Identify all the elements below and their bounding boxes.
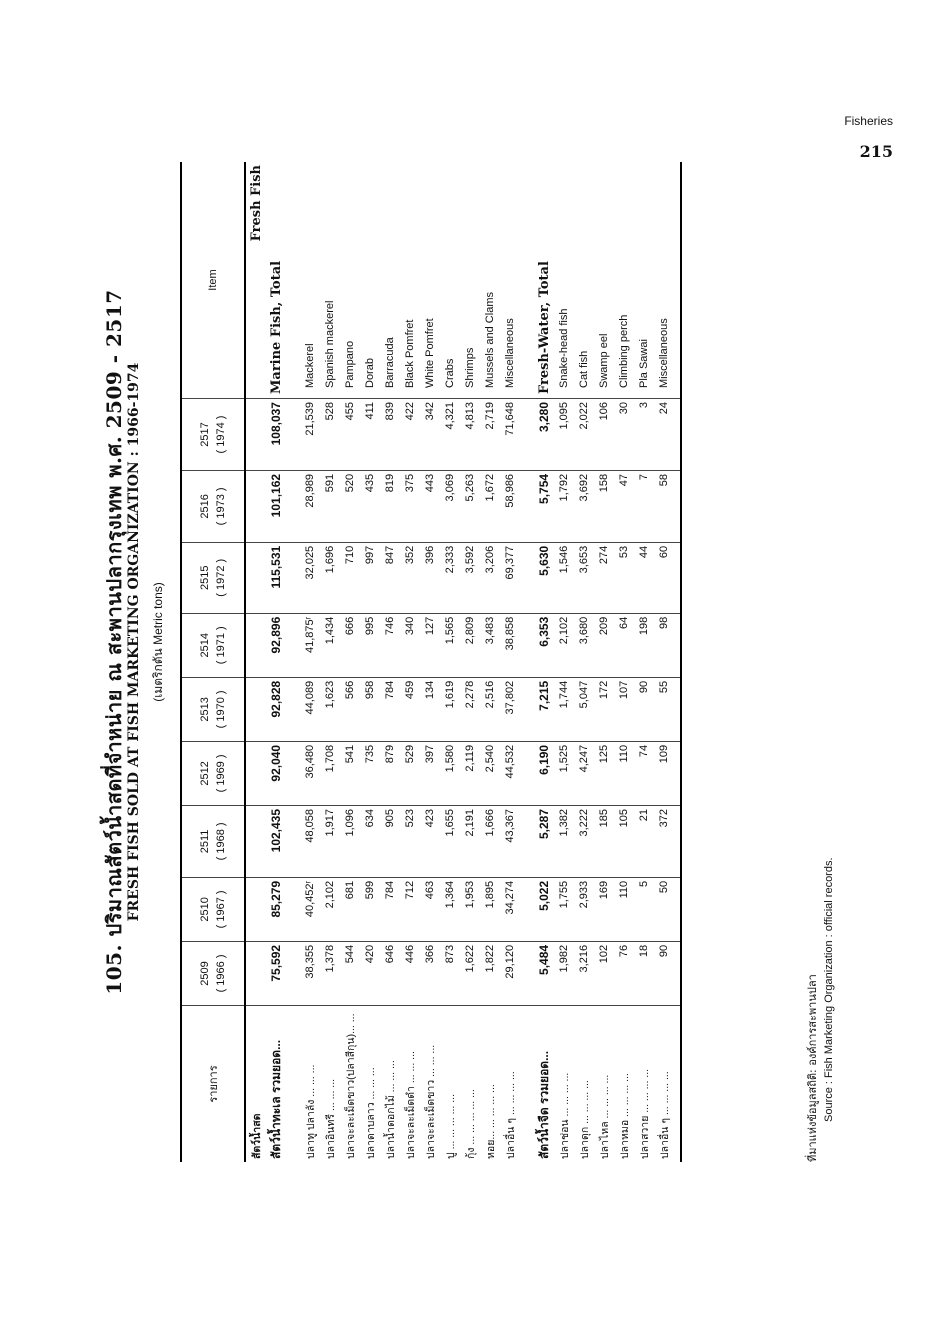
value-cell: 520 [340, 470, 360, 542]
value-cell: 102,435 [266, 805, 286, 877]
value-cell: 1,822 [480, 941, 500, 1005]
value-cell: 92,828 [266, 677, 286, 741]
value-cell [245, 877, 266, 941]
value-cell [245, 542, 266, 613]
row-label-thai: กุ้ง ... ... ... ... ... [464, 1089, 477, 1159]
value-cell: 105 [614, 805, 634, 877]
table-row [534, 162, 554, 1162]
table-row [520, 162, 534, 1162]
row-label-english: Dorab [360, 162, 380, 399]
row-label-english [286, 162, 300, 399]
table-row [500, 162, 520, 1162]
row-label-english: Pla Sawai [634, 162, 654, 399]
value-cell: 646 [380, 941, 400, 1005]
table-row [614, 162, 634, 1162]
value-cell: 3,680 [574, 613, 594, 677]
value-cell: 5 [634, 877, 654, 941]
value-cell: 443 [420, 470, 440, 542]
table-row [360, 162, 380, 1162]
value-cell: 106 [594, 399, 614, 471]
value-cell: 366 [420, 941, 440, 1005]
value-cell: 3 [634, 399, 654, 471]
value-cell: 459 [400, 677, 420, 741]
value-cell: 28,989 [300, 470, 320, 542]
value-cell: 127 [420, 613, 440, 677]
value-cell [245, 470, 266, 542]
value-cell: 342 [420, 399, 440, 471]
value-cell: 50 [654, 877, 681, 941]
value-cell: 1,619 [440, 677, 460, 741]
value-cell: 115,531 [266, 542, 286, 613]
value-cell: 3,280 [534, 399, 554, 471]
value-cell: 746 [380, 613, 400, 677]
row-label-thai: ปู ... ... ... ... ... [444, 1093, 457, 1159]
row-label-english: Fresh Fish [245, 162, 266, 399]
value-cell: 3,692 [574, 470, 594, 542]
value-cell: 3,206 [480, 542, 500, 613]
value-cell: 55 [654, 677, 681, 741]
value-cell: 274 [594, 542, 614, 613]
value-cell: 92,896 [266, 613, 286, 677]
value-cell: 38,355 [300, 941, 320, 1005]
value-cell [245, 941, 266, 1005]
value-cell: 735 [360, 741, 380, 805]
value-cell: 2,191 [460, 805, 480, 877]
row-label-english: Fresh-Water, Total [534, 162, 554, 399]
value-cell: 997 [360, 542, 380, 613]
item-en-header: Item [181, 162, 245, 399]
value-cell: 102 [594, 941, 614, 1005]
year-header: 2510 ( 1967 ) [181, 877, 245, 941]
value-cell: 125 [594, 741, 614, 805]
row-label-english: Mackerel [300, 162, 320, 399]
value-cell [520, 542, 534, 613]
row-label-thai: ปลาอินทรี ... ... ... [324, 1078, 337, 1159]
value-cell: 1,580 [440, 741, 460, 805]
value-cell: 101,162 [266, 470, 286, 542]
value-cell: 1,364 [440, 877, 460, 941]
value-cell [286, 399, 300, 471]
value-cell: 420 [360, 941, 380, 1005]
value-cell: 44,089 [300, 677, 320, 741]
table-row [634, 162, 654, 1162]
value-cell [286, 877, 300, 941]
value-cell: 591 [320, 470, 340, 542]
value-cell: 85,279 [266, 877, 286, 941]
value-cell: 1,895 [480, 877, 500, 941]
value-cell: 1,953 [460, 877, 480, 941]
value-cell: 523 [400, 805, 420, 877]
row-label-thai: สัตว์น้ำจืด รวมยอด... [536, 1050, 551, 1159]
value-cell: 422 [400, 399, 420, 471]
table-row [380, 162, 400, 1162]
value-cell: 2,022 [574, 399, 594, 471]
value-cell: 43,367 [500, 805, 520, 877]
value-cell [520, 741, 534, 805]
value-cell: 108,037 [266, 399, 286, 471]
value-cell: 372 [654, 805, 681, 877]
value-cell: 158 [594, 470, 614, 542]
value-cell: 784 [380, 677, 400, 741]
value-cell: 463 [420, 877, 440, 941]
value-cell: 5,287 [534, 805, 554, 877]
row-label-thai: ปลาทู ปลาลัง ... ... ... [304, 1064, 317, 1159]
year-header: 2513 ( 1970 ) [181, 677, 245, 741]
value-cell: 98 [654, 613, 681, 677]
source-english: Source : Fish Marketing Organization : official records. [823, 857, 835, 1122]
value-cell: 2,102 [554, 613, 574, 677]
value-cell: 32,025 [300, 542, 320, 613]
value-cell: 185 [594, 805, 614, 877]
value-cell: 53 [614, 542, 634, 613]
value-cell: 24 [654, 399, 681, 471]
value-cell [520, 677, 534, 741]
value-cell: 784 [380, 877, 400, 941]
year-header: 2515 ( 1972 ) [181, 542, 245, 613]
value-cell: 90 [654, 941, 681, 1005]
row-label-thai: ปลาช่อน ... ... ... ... [558, 1072, 571, 1159]
value-cell [286, 542, 300, 613]
value-cell: 21,539 [300, 399, 320, 471]
value-cell: 2,333 [440, 542, 460, 613]
value-cell: 1,525 [554, 741, 574, 805]
row-label-english: Cat fish [574, 162, 594, 399]
value-cell: 879 [380, 741, 400, 805]
value-cell: 352 [400, 542, 420, 613]
value-cell: 29,120 [500, 941, 520, 1005]
value-cell [286, 805, 300, 877]
value-cell: 2,719 [480, 399, 500, 471]
value-cell: 18 [634, 941, 654, 1005]
value-cell: 397 [420, 741, 440, 805]
value-cell: 36,480 [300, 741, 320, 805]
value-cell: 3,483 [480, 613, 500, 677]
row-label-thai: ปลาหมอ ... ... ... ... [618, 1073, 631, 1159]
table-row [480, 162, 500, 1162]
value-cell: 41,875ʳ [300, 613, 320, 677]
value-cell: 4,321 [440, 399, 460, 471]
data-table [180, 162, 682, 1162]
value-cell: 1,792 [554, 470, 574, 542]
table-row [654, 162, 681, 1162]
value-cell: 873 [440, 941, 460, 1005]
table-row [340, 162, 360, 1162]
value-cell: 4,247 [574, 741, 594, 805]
value-cell: 529 [400, 741, 420, 805]
value-cell: 5,022 [534, 877, 554, 941]
value-cell: 90 [634, 677, 654, 741]
value-cell: 74 [634, 741, 654, 805]
value-cell: 110 [614, 877, 634, 941]
value-cell [245, 613, 266, 677]
value-cell: 2,119 [460, 741, 480, 805]
year-header: 2511 ( 1968 ) [181, 805, 245, 877]
value-cell: 209 [594, 613, 614, 677]
item-th-header: รายการ [181, 1006, 245, 1163]
value-cell: 1,378 [320, 941, 340, 1005]
year-header: 2516 ( 1973 ) [181, 470, 245, 542]
value-cell: 110 [614, 741, 634, 805]
value-cell: 1,546 [554, 542, 574, 613]
value-cell: 528 [320, 399, 340, 471]
year-header: 2517 ( 1974 ) [181, 399, 245, 471]
value-cell: 681 [340, 877, 360, 941]
row-label-english: White Pomfret [420, 162, 440, 399]
value-cell: 958 [360, 677, 380, 741]
value-cell: 2,540 [480, 741, 500, 805]
row-label-english: Miscellaneous [654, 162, 681, 399]
value-cell: 544 [340, 941, 360, 1005]
value-cell [520, 470, 534, 542]
row-label-thai: ปลาไหล ... ... ... ... [598, 1074, 611, 1159]
value-cell [520, 399, 534, 471]
value-cell: 1,655 [440, 805, 460, 877]
value-cell: 1,755 [554, 877, 574, 941]
table-row [594, 162, 614, 1162]
value-cell [245, 741, 266, 805]
row-label-english: Climbing perch [614, 162, 634, 399]
value-cell: 47 [614, 470, 634, 542]
value-cell: 5,047 [574, 677, 594, 741]
row-label-thai: ปลาน้ำดอกไม้ ... ... ... [384, 1060, 397, 1159]
value-cell: 7 [634, 470, 654, 542]
value-cell [286, 470, 300, 542]
row-label-thai: ปลาจะละเม็ดขาว ... ... ... [424, 1044, 437, 1159]
value-cell: 40,452ʳ [300, 877, 320, 941]
value-cell: 71,648 [500, 399, 520, 471]
table-row [400, 162, 420, 1162]
value-cell: 411 [360, 399, 380, 471]
row-label-thai: ปลาจะละเม็ดขาว(ปลาสีกุน)... ... [344, 1013, 357, 1159]
value-cell: 58 [654, 470, 681, 542]
table-row [245, 162, 266, 1162]
value-cell: 1,434 [320, 613, 340, 677]
table-header-row [181, 162, 245, 1162]
row-label-thai: ปลาจะละเม็ดดำ ... ... ... [404, 1051, 417, 1159]
value-cell: 107 [614, 677, 634, 741]
value-cell: 1,744 [554, 677, 574, 741]
value-cell: 3,592 [460, 542, 480, 613]
value-cell: 995 [360, 613, 380, 677]
year-header: 2509 ( 1966 ) [181, 941, 245, 1005]
value-cell [520, 613, 534, 677]
value-cell: 3,216 [574, 941, 594, 1005]
value-cell: 2,809 [460, 613, 480, 677]
value-cell: 2,933 [574, 877, 594, 941]
value-cell: 340 [400, 613, 420, 677]
value-cell: 847 [380, 542, 400, 613]
value-cell: 172 [594, 677, 614, 741]
value-cell: 819 [380, 470, 400, 542]
table-row [266, 162, 286, 1162]
value-cell: 712 [400, 877, 420, 941]
value-cell: 48,058 [300, 805, 320, 877]
value-cell: 169 [594, 877, 614, 941]
value-cell: 2,278 [460, 677, 480, 741]
value-cell [286, 941, 300, 1005]
table-row [554, 162, 574, 1162]
value-cell: 3,069 [440, 470, 460, 542]
value-cell [286, 741, 300, 805]
unit-label: (เมตริกตัน Metric tons) [151, 582, 165, 702]
row-label-english: Mussels and Clams [480, 162, 500, 399]
source-thai: ที่มาแห่งข้อมูลสถิติ: องค์การสะพานปลา [806, 974, 819, 1162]
value-cell: 839 [380, 399, 400, 471]
table-row [420, 162, 440, 1162]
table-row [460, 162, 480, 1162]
value-cell: 21 [634, 805, 654, 877]
value-cell: 76 [614, 941, 634, 1005]
row-label-thai: ปลาอื่น ๆ ... ... ... ... [504, 1071, 517, 1159]
title-english: FRESH FISH SOLD AT FISH MARKETING ORGANIZATION : 1966-1974 [126, 362, 142, 922]
value-cell: 134 [420, 677, 440, 741]
value-cell: 1,623 [320, 677, 340, 741]
value-cell: 30 [614, 399, 634, 471]
value-cell [245, 399, 266, 471]
value-cell: 2,102 [320, 877, 340, 941]
value-cell: 3,222 [574, 805, 594, 877]
value-cell: 1,672 [480, 470, 500, 542]
row-label-thai: สัตว์น้ำสด [250, 1113, 263, 1159]
row-label-english: Snake-head fish [554, 162, 574, 399]
value-cell: 1,382 [554, 805, 574, 877]
row-label-thai [286, 1006, 300, 1163]
row-label-thai: ปลาอื่น ๆ ... ... ... ... [654, 1006, 681, 1163]
row-label-thai [520, 1006, 534, 1163]
row-label-english: Swamp eel [594, 162, 614, 399]
running-header: Fisheries [844, 114, 893, 128]
value-cell: 69,377 [500, 542, 520, 613]
value-cell: 566 [340, 677, 360, 741]
year-header: 2512 ( 1969 ) [181, 741, 245, 805]
value-cell: 3,653 [574, 542, 594, 613]
table-body [245, 162, 681, 1162]
value-cell [520, 941, 534, 1005]
value-cell: 5,263 [460, 470, 480, 542]
value-cell [286, 613, 300, 677]
value-cell: 1,565 [440, 613, 460, 677]
value-cell [520, 805, 534, 877]
value-cell: 435 [360, 470, 380, 542]
value-cell: 44 [634, 542, 654, 613]
value-cell: 7,215 [534, 677, 554, 741]
value-cell: 92,040 [266, 741, 286, 805]
row-label-english: Shrimps [460, 162, 480, 399]
value-cell: 446 [400, 941, 420, 1005]
table-row [300, 162, 320, 1162]
row-label-thai: ปลาดาบลาว ... ... ... [364, 1067, 377, 1159]
value-cell: 396 [420, 542, 440, 613]
value-cell: 6,353 [534, 613, 554, 677]
value-cell [245, 677, 266, 741]
value-cell: 5,630 [534, 542, 554, 613]
value-cell: 1,622 [460, 941, 480, 1005]
value-cell: 905 [380, 805, 400, 877]
table-row [286, 162, 300, 1162]
value-cell: 1,708 [320, 741, 340, 805]
value-cell: 455 [340, 399, 360, 471]
row-label-thai: สัตว์น้ำทะเล รวมยอด... [268, 1039, 283, 1159]
row-label-thai: ปลาดุก ... ... ... ... [578, 1080, 591, 1159]
value-cell: 710 [340, 542, 360, 613]
value-cell: 44,532 [500, 741, 520, 805]
value-cell: 58,986 [500, 470, 520, 542]
page-number: 215 [859, 142, 893, 161]
value-cell: 666 [340, 613, 360, 677]
value-cell: 599 [360, 877, 380, 941]
value-cell: 6,190 [534, 741, 554, 805]
value-cell [286, 677, 300, 741]
value-cell: 1,095 [554, 399, 574, 471]
row-label-english: Pampano [340, 162, 360, 399]
value-cell: 198 [634, 613, 654, 677]
row-label-english [520, 162, 534, 399]
row-label-thai: หอย... ... ... ... ... [484, 1084, 497, 1159]
value-cell [245, 805, 266, 877]
year-header: 2514 ( 1971 ) [181, 613, 245, 677]
value-cell: 60 [654, 542, 681, 613]
row-label-english: Black Pomfret [400, 162, 420, 399]
value-cell: 64 [614, 613, 634, 677]
value-cell: 1,917 [320, 805, 340, 877]
row-label-english: Miscellaneous [500, 162, 520, 399]
value-cell: 34,274 [500, 877, 520, 941]
value-cell: 2,516 [480, 677, 500, 741]
value-cell: 375 [400, 470, 420, 542]
value-cell [520, 877, 534, 941]
row-label-thai: ปลาสวาย ... ... ... ... [638, 1068, 651, 1159]
value-cell: 5,484 [534, 941, 554, 1005]
value-cell: 1,096 [340, 805, 360, 877]
value-cell: 634 [360, 805, 380, 877]
value-cell: 1,982 [554, 941, 574, 1005]
value-cell: 75,592 [266, 941, 286, 1005]
value-cell: 1,666 [480, 805, 500, 877]
value-cell: 37,802 [500, 677, 520, 741]
row-label-english: Barracuda [380, 162, 400, 399]
table-row [574, 162, 594, 1162]
value-cell: 1,696 [320, 542, 340, 613]
value-cell: 38,858 [500, 613, 520, 677]
table-row [440, 162, 460, 1162]
value-cell: 109 [654, 741, 681, 805]
row-label-english: Spanish mackerel [320, 162, 340, 399]
value-cell: 541 [340, 741, 360, 805]
value-cell: 5,754 [534, 470, 554, 542]
value-cell: 423 [420, 805, 440, 877]
row-label-english: Crabs [440, 162, 460, 399]
title-thai: 105. ปริมาณสัตว์น้ำสดที่จำหน่าย ณ สะพานปลากรุงเทพ พ.ศ. 2509 - 2517 [102, 289, 126, 995]
table-row [320, 162, 340, 1162]
value-cell: 4,813 [460, 399, 480, 471]
row-label-english: Marine Fish, Total [266, 162, 286, 399]
